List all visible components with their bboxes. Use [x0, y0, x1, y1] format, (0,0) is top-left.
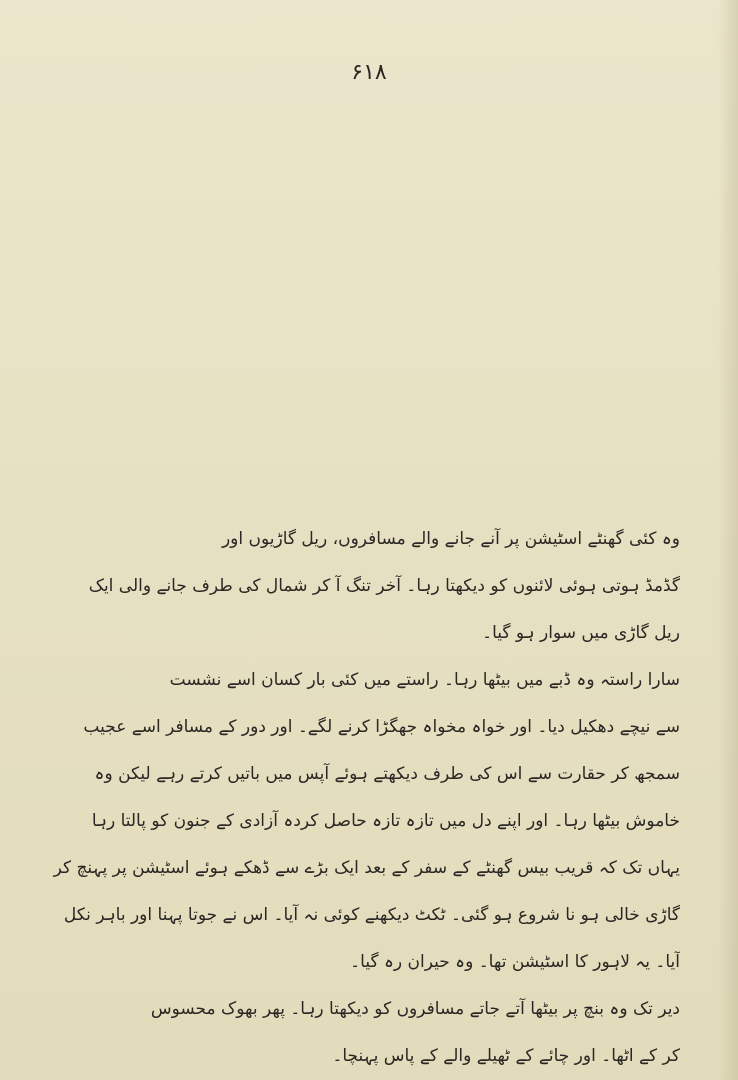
page-number: ۶۱۸	[351, 60, 387, 85]
paragraph-3	[40, 986, 680, 1080]
text-line: سمجھ کر حقارت سے اس کی طرف دیکھتے ہوئے آپس میں باتیں کرتے رہے لیکن وہ	[94, 764, 680, 784]
text-line: یہاں تک کہ قریب بیس گھنٹے کے سفر کے بعد ایک بڑے سے ڈھکے ہوئے اسٹیشن پر پہنچ کر	[53, 858, 680, 878]
text-line: گاڑی خالی ہو نا شروع ہو گئی۔ ٹکٹ دیکھنے کوئی نہ آیا۔ اس نے جوتا پہنا اور باہر نکل	[63, 905, 680, 925]
text-line: آیا۔ یہ لاہور کا اسٹیشن تھا۔ وہ حیران رہ گیا۔	[350, 952, 680, 972]
body-text	[40, 516, 680, 1080]
text-line: وہ کئی گھنٹے اسٹیشن پر آنے جانے والے مسافروں، ریل گاڑیوں اور	[221, 529, 680, 549]
text-line: سارا راستہ وہ ڈبے میں بیٹھا رہا۔ راستے میں کئی بار کسان اسے نشست	[169, 670, 680, 690]
text-line: خاموش بیٹھا رہا۔ اور اپنے دل میں تازہ تازہ حاصل کردہ آزادی کے جنون کو پالتا رہا	[91, 811, 680, 831]
text-line: سے نیچے دھکیل دیا۔ اور خواہ مخواہ جھگڑا کرنے لگے۔ اور دور کے مسافر اسے عجیب	[83, 717, 680, 737]
text-line: کر کے اٹھا۔ اور چائے کے ٹھیلے والے کے پاس پہنچا۔	[332, 1046, 680, 1066]
text-line: ریل گاڑی میں سوار ہو گیا۔	[482, 623, 680, 643]
text-line: گڈمڈ ہوتی ہوئی لائنوں کو دیکھتا رہا۔ آخر تنگ آ کر شمال کی طرف جانے والی ایک	[88, 576, 680, 596]
paragraph-1	[40, 516, 680, 657]
paragraph-2	[40, 657, 680, 986]
text-line: دیر تک وہ بنچ پر بیٹھا آتے جاتے مسافروں کو دیکھتا رہا۔ پھر بھوک محسوس	[150, 999, 680, 1019]
